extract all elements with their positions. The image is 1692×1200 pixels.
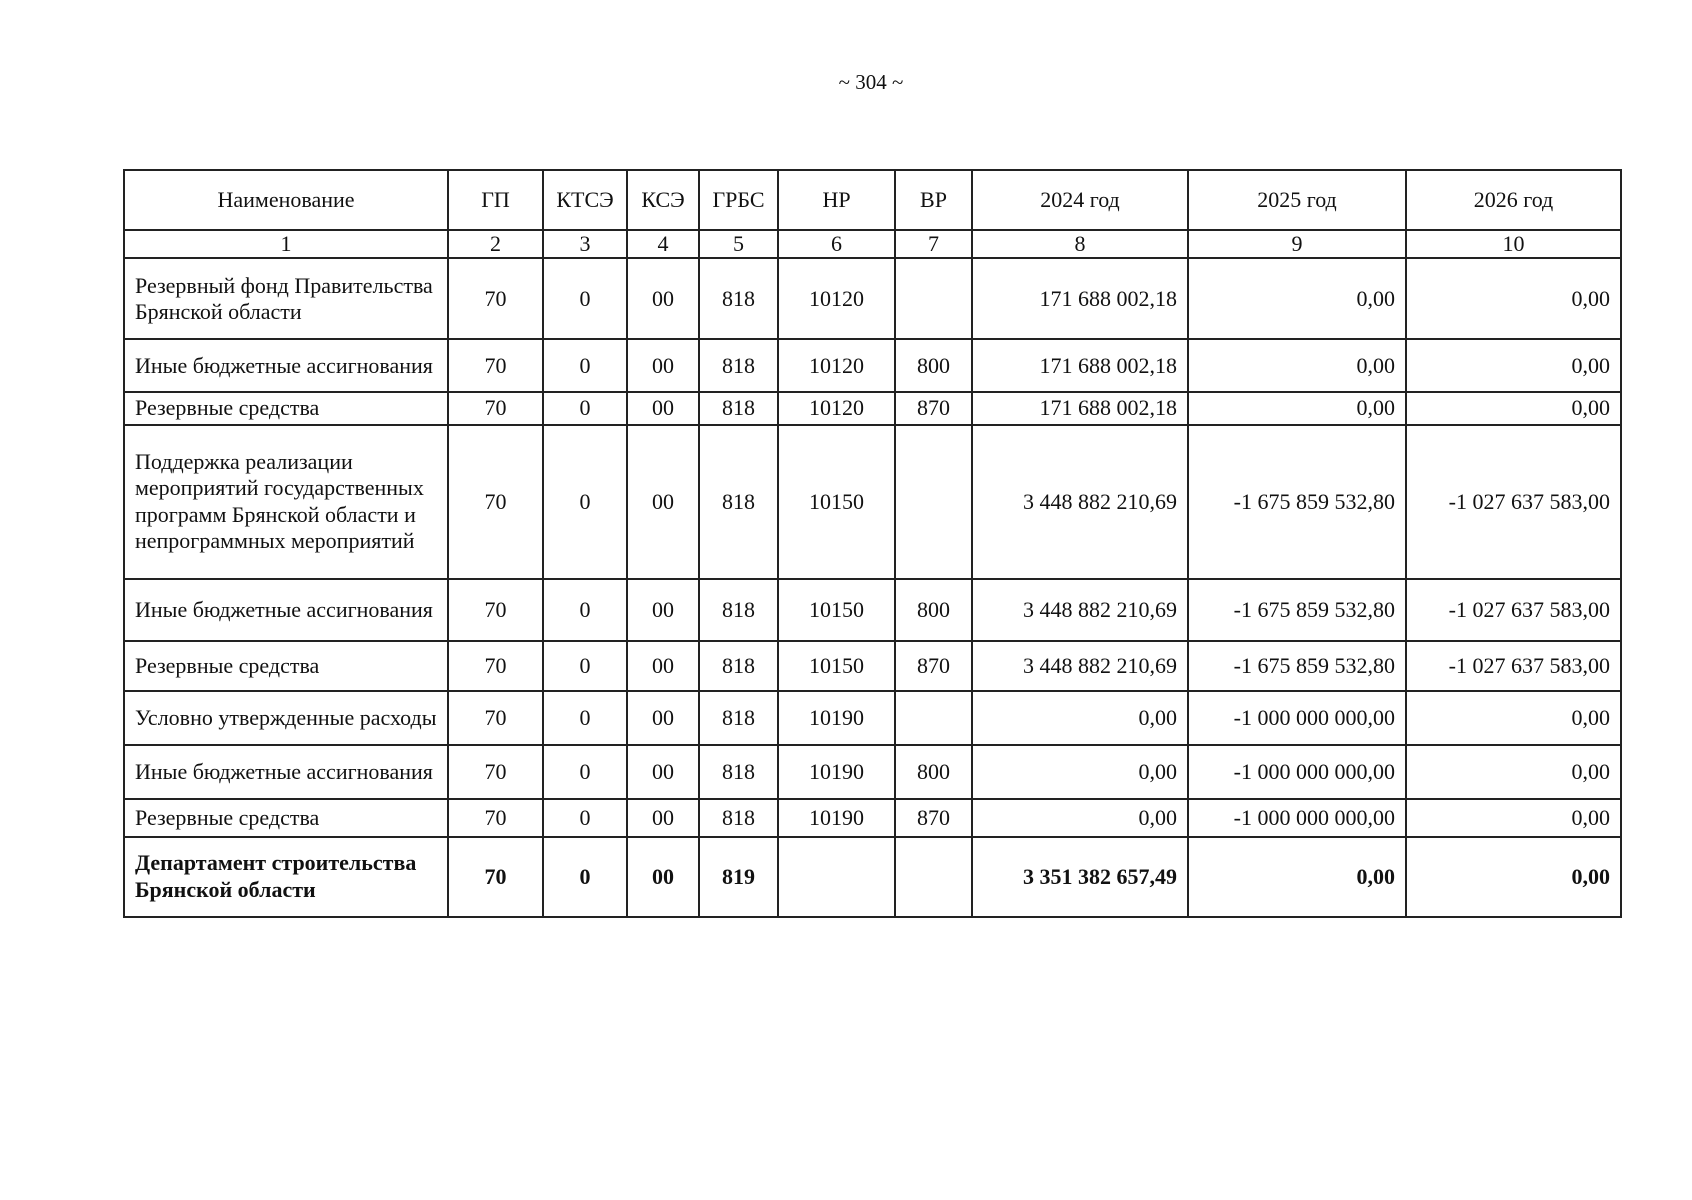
cell-vr	[895, 258, 972, 339]
cell-grbs: 818	[699, 691, 778, 745]
cell-2025: 0,00	[1188, 837, 1406, 917]
table-row	[124, 745, 1621, 799]
cell-grbs: 818	[699, 641, 778, 691]
table-body	[124, 258, 1621, 916]
table-row	[124, 579, 1621, 641]
cell-grbs: 818	[699, 799, 778, 837]
cell-2025: -1 675 859 532,80	[1188, 641, 1406, 691]
col-number: 8	[972, 230, 1188, 258]
cell-2026: 0,00	[1406, 339, 1621, 392]
cell-2026: 0,00	[1406, 799, 1621, 837]
cell-vr: 800	[895, 579, 972, 641]
cell-ktse: 0	[543, 799, 627, 837]
cell-gp: 70	[448, 837, 543, 917]
col-number: 10	[1406, 230, 1621, 258]
cell-vr	[895, 425, 972, 579]
table-row	[124, 339, 1621, 392]
cell-nr: 10150	[778, 641, 895, 691]
cell-2024: 0,00	[972, 745, 1188, 799]
cell-gp: 70	[448, 392, 543, 424]
cell-vr: 870	[895, 392, 972, 424]
cell-kse: 00	[627, 837, 699, 917]
row-name: Поддержка реализации мероприятий государственных программ Брянской области и непрограммных мероприятий	[124, 425, 448, 579]
col-number: 3	[543, 230, 627, 258]
col-header-kse: КСЭ	[627, 170, 699, 230]
cell-grbs: 818	[699, 258, 778, 339]
cell-2024: 3 448 882 210,69	[972, 579, 1188, 641]
cell-gp: 70	[448, 745, 543, 799]
cell-2024: 171 688 002,18	[972, 339, 1188, 392]
cell-ktse: 0	[543, 579, 627, 641]
col-number: 2	[448, 230, 543, 258]
cell-ktse: 0	[543, 425, 627, 579]
cell-nr: 10150	[778, 425, 895, 579]
page-number: ~ 304 ~	[838, 70, 904, 94]
table-row	[124, 641, 1621, 691]
cell-2025: -1 675 859 532,80	[1188, 425, 1406, 579]
col-number: 7	[895, 230, 972, 258]
cell-kse: 00	[627, 641, 699, 691]
col-header-2026: 2026 год	[1406, 170, 1621, 230]
cell-2025: 0,00	[1188, 392, 1406, 424]
cell-2026: 0,00	[1406, 258, 1621, 339]
cell-grbs: 818	[699, 392, 778, 424]
cell-2025: -1 000 000 000,00	[1188, 799, 1406, 837]
cell-nr	[778, 837, 895, 917]
cell-2024: 3 448 882 210,69	[972, 425, 1188, 579]
cell-gp: 70	[448, 799, 543, 837]
cell-vr: 800	[895, 339, 972, 392]
table-row	[124, 392, 1621, 424]
cell-gp: 70	[448, 425, 543, 579]
cell-2024: 171 688 002,18	[972, 392, 1188, 424]
cell-ktse: 0	[543, 745, 627, 799]
table-row	[124, 837, 1621, 917]
cell-2024: 3 448 882 210,69	[972, 641, 1188, 691]
cell-kse: 00	[627, 691, 699, 745]
col-number: 5	[699, 230, 778, 258]
cell-2025: 0,00	[1188, 258, 1406, 339]
row-name: Условно утвержденные расходы	[124, 691, 448, 745]
cell-nr: 10120	[778, 339, 895, 392]
cell-vr	[895, 691, 972, 745]
cell-grbs: 819	[699, 837, 778, 917]
cell-kse: 00	[627, 579, 699, 641]
cell-2024: 0,00	[972, 799, 1188, 837]
table-row	[124, 799, 1621, 837]
cell-nr: 10190	[778, 691, 895, 745]
cell-2026: -1 027 637 583,00	[1406, 641, 1621, 691]
col-number: 1	[124, 230, 448, 258]
cell-vr	[895, 837, 972, 917]
cell-ktse: 0	[543, 392, 627, 424]
cell-kse: 00	[627, 799, 699, 837]
cell-kse: 00	[627, 339, 699, 392]
cell-2025: -1 675 859 532,80	[1188, 579, 1406, 641]
cell-2025: 0,00	[1188, 339, 1406, 392]
cell-grbs: 818	[699, 425, 778, 579]
col-header-grbs: ГРБС	[699, 170, 778, 230]
cell-2026: 0,00	[1406, 691, 1621, 745]
cell-kse: 00	[627, 392, 699, 424]
cell-2024: 3 351 382 657,49	[972, 837, 1188, 917]
cell-2026: 0,00	[1406, 745, 1621, 799]
table-row	[124, 425, 1621, 579]
budget-table	[123, 169, 1622, 918]
cell-kse: 00	[627, 425, 699, 579]
cell-ktse: 0	[543, 339, 627, 392]
cell-2025: -1 000 000 000,00	[1188, 745, 1406, 799]
col-header-nr: НР	[778, 170, 895, 230]
col-header-name: Наименование	[124, 170, 448, 230]
cell-2024: 171 688 002,18	[972, 258, 1188, 339]
cell-nr: 10190	[778, 745, 895, 799]
cell-2025: -1 000 000 000,00	[1188, 691, 1406, 745]
row-name: Департамент строительства Брянской области	[124, 837, 448, 917]
row-name: Иные бюджетные ассигнования	[124, 339, 448, 392]
cell-2026: 0,00	[1406, 392, 1621, 424]
row-name: Резервные средства	[124, 799, 448, 837]
cell-2026: 0,00	[1406, 837, 1621, 917]
cell-gp: 70	[448, 339, 543, 392]
col-number: 4	[627, 230, 699, 258]
header-row	[124, 170, 1621, 230]
col-number: 9	[1188, 230, 1406, 258]
page-number-container	[0, 70, 1692, 95]
col-header-2024: 2024 год	[972, 170, 1188, 230]
cell-2024: 0,00	[972, 691, 1188, 745]
col-header-ktse: КТСЭ	[543, 170, 627, 230]
cell-kse: 00	[627, 258, 699, 339]
cell-vr: 870	[895, 641, 972, 691]
cell-gp: 70	[448, 691, 543, 745]
col-header-vr: ВР	[895, 170, 972, 230]
cell-ktse: 0	[543, 837, 627, 917]
row-name: Иные бюджетные ассигнования	[124, 579, 448, 641]
cell-grbs: 818	[699, 339, 778, 392]
cell-grbs: 818	[699, 579, 778, 641]
column-numbering-row	[124, 230, 1621, 258]
row-name: Резервные средства	[124, 392, 448, 424]
cell-grbs: 818	[699, 745, 778, 799]
cell-gp: 70	[448, 641, 543, 691]
cell-gp: 70	[448, 579, 543, 641]
cell-nr: 10120	[778, 258, 895, 339]
col-header-gp: ГП	[448, 170, 543, 230]
col-number: 6	[778, 230, 895, 258]
cell-vr: 870	[895, 799, 972, 837]
col-header-2025: 2025 год	[1188, 170, 1406, 230]
cell-ktse: 0	[543, 641, 627, 691]
row-name: Иные бюджетные ассигнования	[124, 745, 448, 799]
cell-gp: 70	[448, 258, 543, 339]
row-name: Резервные средства	[124, 641, 448, 691]
row-name: Резервный фонд Правительства Брянской области	[124, 258, 448, 339]
cell-nr: 10150	[778, 579, 895, 641]
cell-ktse: 0	[543, 691, 627, 745]
cell-ktse: 0	[543, 258, 627, 339]
cell-vr: 800	[895, 745, 972, 799]
cell-kse: 00	[627, 745, 699, 799]
cell-2026: -1 027 637 583,00	[1406, 425, 1621, 579]
table-row	[124, 691, 1621, 745]
cell-2026: -1 027 637 583,00	[1406, 579, 1621, 641]
cell-nr: 10120	[778, 392, 895, 424]
cell-nr: 10190	[778, 799, 895, 837]
table-row	[124, 258, 1621, 339]
